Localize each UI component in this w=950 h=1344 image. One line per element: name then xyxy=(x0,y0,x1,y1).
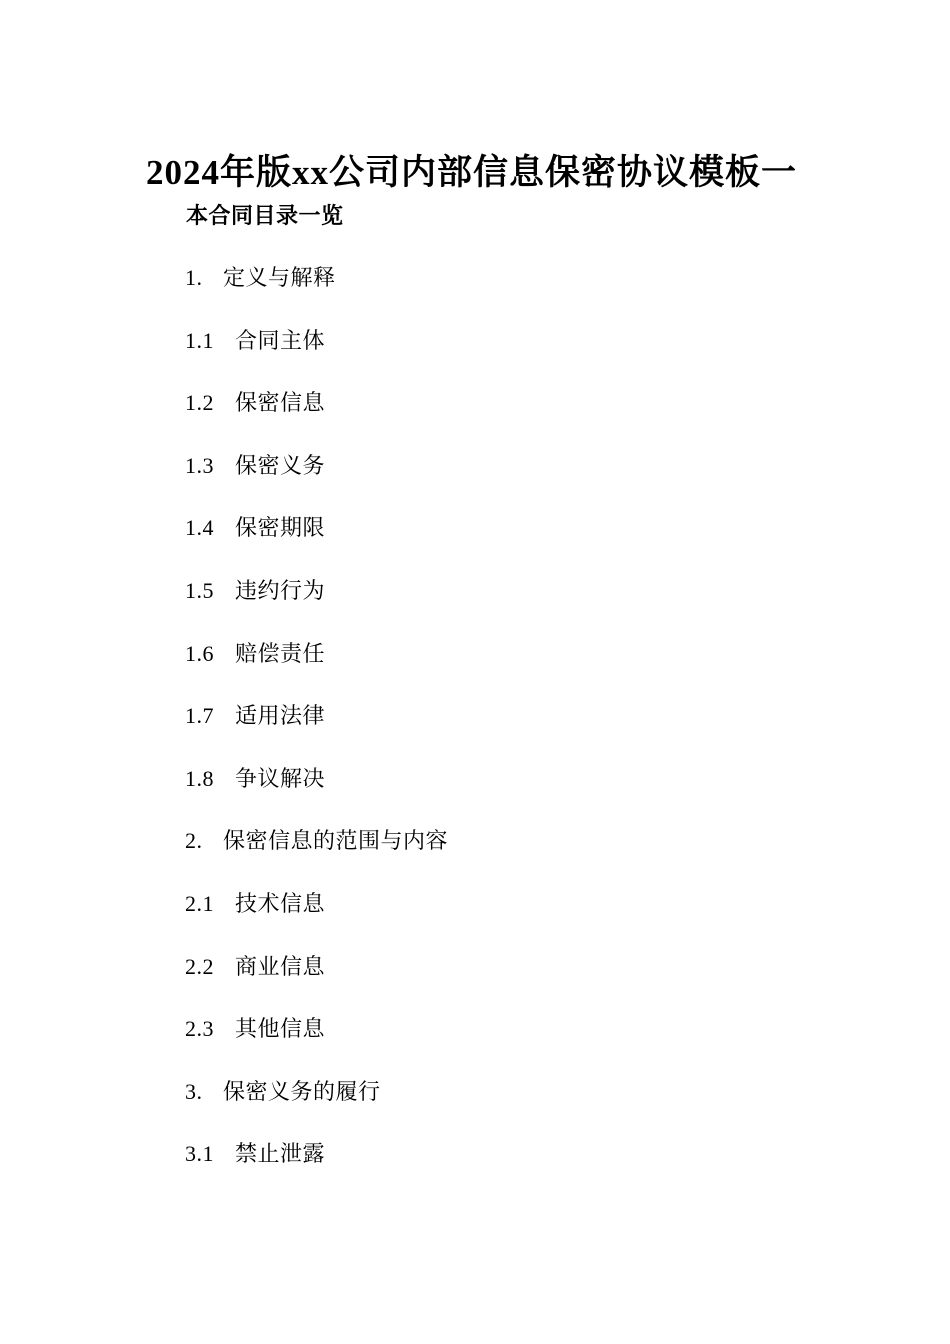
toc-item-number: 2.2 xyxy=(185,953,214,979)
toc-item-label: 保密义务 xyxy=(235,452,326,478)
toc-item-number: 1. xyxy=(185,265,203,290)
toc-item-label: 争议解决 xyxy=(235,765,326,791)
toc-item-label: 适用法律 xyxy=(235,703,326,729)
toc-item xyxy=(185,1140,910,1203)
toc-item-number: 3. xyxy=(185,1078,203,1104)
toc-item xyxy=(185,389,910,452)
toc-item-label: 技术信息 xyxy=(235,890,326,916)
toc-item-label: 定义与解释 xyxy=(223,265,336,290)
toc-item xyxy=(185,640,910,703)
toc-item xyxy=(185,1015,910,1078)
toc-item-label: 保密期限 xyxy=(235,515,326,541)
toc-item-label: 商业信息 xyxy=(235,953,326,979)
toc-item xyxy=(185,1078,910,1141)
toc-item-label: 保密义务的履行 xyxy=(223,1078,381,1104)
toc-item-number: 1.2 xyxy=(185,390,214,416)
toc-item xyxy=(185,514,910,577)
toc-item-label: 保密信息 xyxy=(235,390,326,416)
toc-item xyxy=(185,452,910,515)
toc-item-number: 1.1 xyxy=(185,327,214,353)
toc-item-number: 2.1 xyxy=(185,890,214,916)
document-title: 2024年版xx公司内部信息保密协议模板一 xyxy=(146,153,798,193)
toc-item xyxy=(185,577,910,640)
toc-item xyxy=(185,327,910,390)
toc-heading: 本合同目录一览 xyxy=(186,203,344,228)
toc-item xyxy=(185,827,910,890)
toc-item-label: 禁止泄露 xyxy=(235,1141,326,1167)
toc-item-number: 2. xyxy=(185,828,203,854)
toc-item-label: 保密信息的范围与内容 xyxy=(223,828,449,854)
toc-item-label: 赔偿责任 xyxy=(235,640,326,666)
toc-list xyxy=(185,264,910,1203)
toc-item xyxy=(185,890,910,953)
toc-item-number: 1.3 xyxy=(185,452,214,478)
toc-item-label: 合同主体 xyxy=(235,327,326,353)
toc-item xyxy=(185,953,910,1016)
toc-item-number: 1.6 xyxy=(185,640,214,666)
toc-item-number: 1.4 xyxy=(185,515,214,541)
toc-item-number: 1.7 xyxy=(185,703,214,729)
toc-item xyxy=(185,765,910,828)
toc-item-label: 违约行为 xyxy=(235,577,326,603)
toc-item xyxy=(185,264,910,327)
toc-item-number: 1.5 xyxy=(185,577,214,603)
toc-item-number: 1.8 xyxy=(185,765,214,791)
toc-item-label: 其他信息 xyxy=(235,1016,326,1042)
toc-item-number: 2.3 xyxy=(185,1016,214,1042)
toc-item xyxy=(185,702,910,765)
toc-item-number: 3.1 xyxy=(185,1141,214,1167)
